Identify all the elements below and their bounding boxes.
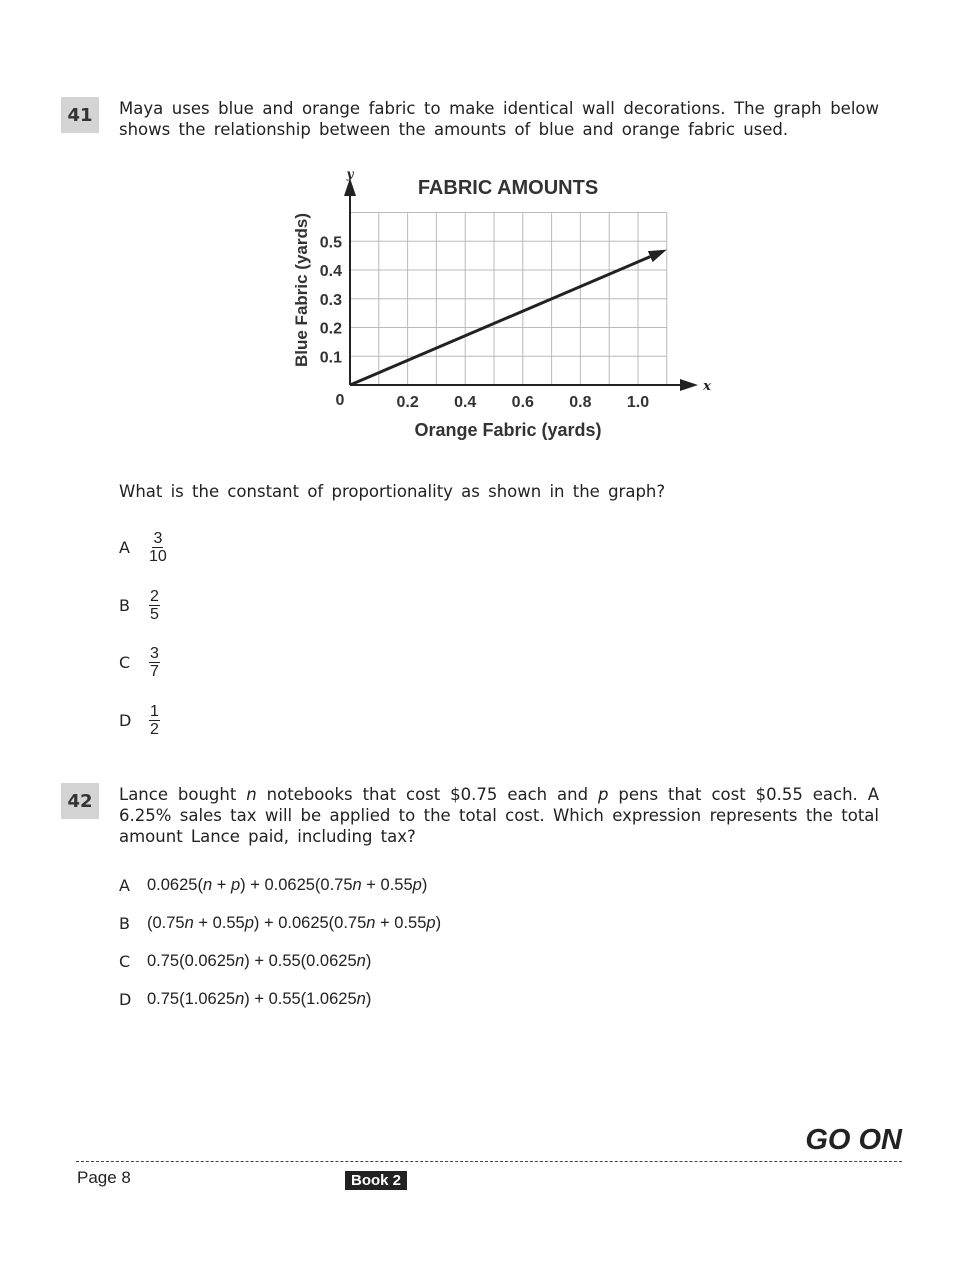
option-letter: B [119, 596, 130, 615]
x-axis-letter: x [703, 379, 711, 394]
text-segment: + [212, 876, 231, 894]
text-segment: p [598, 785, 609, 804]
question-number-42: 42 [61, 783, 99, 819]
answer-option-c[interactable] [119, 952, 371, 971]
numerator: 2 [150, 588, 159, 605]
x-tick-label: 0.4 [454, 394, 477, 411]
text-segment: ) [421, 876, 428, 894]
question-41-text: Maya uses blue and orange fabric to make identical wall decorations. The graph below shows the relationship between the amounts of blue and orange fabric used. [119, 99, 879, 139]
text-segment: + 0.55 [375, 914, 427, 932]
numerator: 3 [153, 530, 163, 547]
y-tick-label: 0.4 [319, 263, 342, 280]
text-segment: ) [435, 914, 442, 932]
question-number-41: 41 [61, 97, 99, 133]
fabric-amounts-chart [280, 160, 720, 450]
text-segment: p [244, 914, 254, 932]
answer-option-a[interactable] [119, 530, 167, 565]
x-tick-label: 0.8 [569, 394, 592, 411]
expression [147, 990, 371, 1009]
expression [147, 876, 427, 895]
answer-option-b[interactable] [119, 588, 160, 623]
text-segment: n [246, 785, 257, 804]
text-segment: p [412, 876, 422, 894]
denominator: 5 [150, 606, 159, 623]
text-segment: 0.75(1.0625 [147, 990, 236, 1008]
question-41-prompt: What is the constant of proportionality as shown in the graph? [119, 482, 666, 501]
y-axis-letter: y [346, 167, 354, 181]
text-segment: ) + 0.55(1.0625 [244, 990, 357, 1008]
footer-divider [76, 1161, 902, 1162]
text-segment: n [202, 876, 213, 894]
chart-grid [350, 213, 667, 386]
option-letter: D [119, 711, 132, 730]
text-segment: p [426, 914, 436, 932]
answer-option-d[interactable] [119, 990, 371, 1009]
x-tick-label: 1.0 [626, 394, 650, 411]
text-segment: pens that cost $0.55 each. A 6.25% sales tax will be applied to the total cost. Which expression represents the total amount Lance paid, including tax? [119, 785, 880, 846]
answer-option-c[interactable] [119, 645, 160, 680]
text-segment: n [356, 990, 366, 1008]
text-segment: p [230, 876, 241, 894]
text-segment: n [356, 952, 366, 970]
text-segment: ) [365, 952, 372, 970]
text-segment: ) + 0.0625(0.75 [240, 876, 353, 894]
denominator: 7 [150, 663, 159, 680]
text-segment: n [235, 990, 245, 1008]
text-segment: notebooks that cost $0.75 each and [256, 785, 598, 804]
numerator: 3 [150, 645, 159, 662]
y-axis-label: Blue Fabric (yards) [292, 213, 311, 367]
text-segment: 0.0625( [147, 876, 203, 894]
option-letter: C [119, 952, 131, 971]
x-tick-label: 0.6 [511, 394, 534, 411]
x-tick-label: 0.2 [396, 394, 419, 411]
series-arrow-icon [648, 250, 667, 263]
option-letter: B [119, 914, 130, 933]
text-segment: + 0.55 [361, 876, 413, 894]
y-tick-label: 0.5 [319, 234, 342, 252]
text-segment: Lance bought [119, 785, 247, 804]
series-line [350, 257, 650, 385]
denominator: 10 [149, 548, 167, 565]
y-tick-label: 0.3 [319, 291, 342, 309]
book-label: Book 2 [345, 1171, 407, 1190]
text-segment: 0.75(0.0625 [147, 952, 236, 970]
text-segment: ) + 0.55(0.0625 [244, 952, 357, 970]
option-letter: A [119, 538, 130, 557]
fraction [149, 588, 160, 623]
denominator: 2 [150, 721, 159, 738]
answer-option-a[interactable] [119, 876, 427, 895]
numerator: 1 [150, 703, 159, 720]
go-on-label: GO ON [805, 1124, 902, 1156]
x-axis-arrow-icon [680, 379, 698, 391]
expression [147, 952, 371, 971]
answer-option-d[interactable] [119, 703, 160, 738]
option-letter: D [119, 990, 132, 1009]
y-tick-label: 0.1 [319, 349, 342, 367]
expression [147, 914, 441, 933]
chart-title: FABRIC AMOUNTS [417, 177, 599, 199]
option-letter: C [119, 653, 131, 672]
x-axis-label: Orange Fabric (yards) [414, 420, 602, 440]
question-42-text [119, 784, 879, 847]
fraction [149, 645, 160, 680]
page-number: Page 8 [77, 1168, 131, 1187]
text-segment: + 0.55 [193, 914, 245, 932]
text-segment: n [235, 952, 245, 970]
answer-option-b[interactable] [119, 914, 441, 933]
chart-axes [344, 178, 698, 391]
origin-label: 0 [335, 392, 345, 409]
text-segment: n [184, 914, 194, 932]
text-segment: n [352, 876, 362, 894]
y-tick-label: 0.2 [319, 320, 342, 338]
fraction [149, 530, 167, 565]
text-segment: (0.75 [147, 914, 185, 932]
text-segment: ) [365, 990, 372, 1008]
fraction [149, 703, 160, 738]
option-letter: A [119, 876, 130, 895]
text-segment: ) + 0.0625(0.75 [253, 914, 367, 932]
text-segment: n [366, 914, 376, 932]
